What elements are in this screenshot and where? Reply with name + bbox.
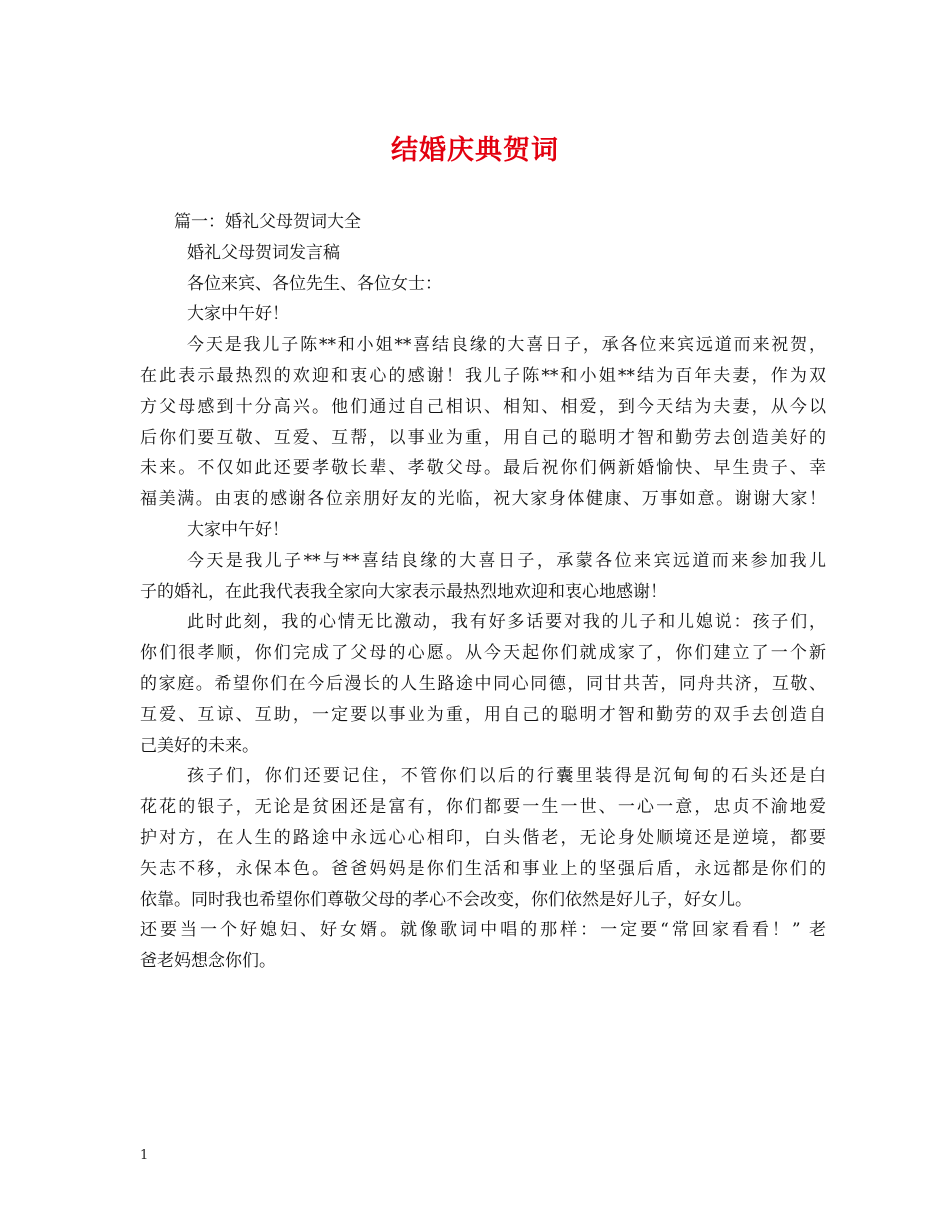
- text-line: 子的婚礼，在此我代表我全家向大家表示最热烈地欢迎和衷心地感谢！: [140, 581, 667, 602]
- text-line: 护对方，在人生的路途中永远心心相印，白头偕老，无论身处顺境还是逆境，都要: [140, 827, 826, 848]
- text-line: 今天是我儿子陈**和小姐**喜结良缘的大喜日子，承各位来宾远道而来祝贺，: [187, 335, 826, 356]
- text-line: 在此表示最热烈的欢迎和衷心的感谢！我儿子陈**和小姐**结为百年夫妻，作为双: [140, 365, 826, 386]
- text-line: 互爱、互谅、互助，一定要以事业为重，用自己的聪明才智和勤劳的双手去创造自: [140, 704, 826, 725]
- text-line: 矢志不移，永保本色。爸爸妈妈是你们生活和事业上的坚强后盾，永远都是你们的: [140, 858, 826, 879]
- text-line: 依靠。同时我也希望你们尊敬父母的孝心不会改变，你们依然是好儿子，好女儿。: [140, 889, 752, 910]
- text-line: 大家中午好！: [187, 304, 289, 325]
- text-line: 己美好的未来。: [140, 735, 259, 756]
- text-line: 爸老妈想念你们。: [140, 951, 276, 972]
- text-line: 花花的银子，无论是贫困还是富有，你们都要一生一世、一心一意，忠贞不渝地爱: [140, 797, 826, 818]
- document-title: 结婚庆典贺词: [391, 135, 559, 166]
- text-line: 方父母感到十分高兴。他们通过自己相识、相知、相爱，到今天结为夫妻，从今以: [140, 396, 826, 417]
- page-number: 1: [140, 1148, 149, 1163]
- text-line: 此时此刻，我的心情无比激动，我有好多话要对我的儿子和儿媳说：孩子们，: [187, 612, 826, 633]
- text-line: 你们很孝顺，你们完成了父母的心愿。从今天起你们就成家了，你们建立了一个新: [140, 643, 826, 664]
- text-line: 孩子们，你们还要记住，不管你们以后的行囊里装得是沉甸甸的石头还是白: [187, 766, 826, 787]
- document-body: [140, 207, 826, 977]
- text-line: 大家中午好！: [187, 519, 289, 540]
- subheading: 婚礼父母贺词发言稿: [187, 242, 340, 263]
- text-line: 后你们要互敬、互爱、互帮，以事业为重，用自己的聪明才智和勤劳去创造美好的: [140, 427, 826, 448]
- text-line: 今天是我儿子**与**喜结良缘的大喜日子，承蒙各位来宾远道而来参加我儿: [187, 550, 826, 571]
- text-line: 还要当一个好媳妇、好女婿。就像歌词中唱的那样：一定要“常回家看看！” 老: [140, 920, 826, 941]
- text-line: 未来。不仅如此还要孝敬长辈、孝敬父母。最后祝你们俩新婚愉快、早生贵子、幸: [140, 458, 826, 479]
- section-heading: 篇一：婚礼父母贺词大全: [174, 212, 361, 232]
- text-line: 各位来宾、各位先生、各位女士：: [187, 273, 442, 294]
- text-line: 福美满。由衷的感谢各位亲朋好友的光临，祝大家身体健康、万事如意。谢谢大家！: [140, 489, 826, 510]
- text-line: 的家庭。希望你们在今后漫长的人生路途中同心同德，同甘共苦，同舟共济，互敬、: [140, 673, 826, 694]
